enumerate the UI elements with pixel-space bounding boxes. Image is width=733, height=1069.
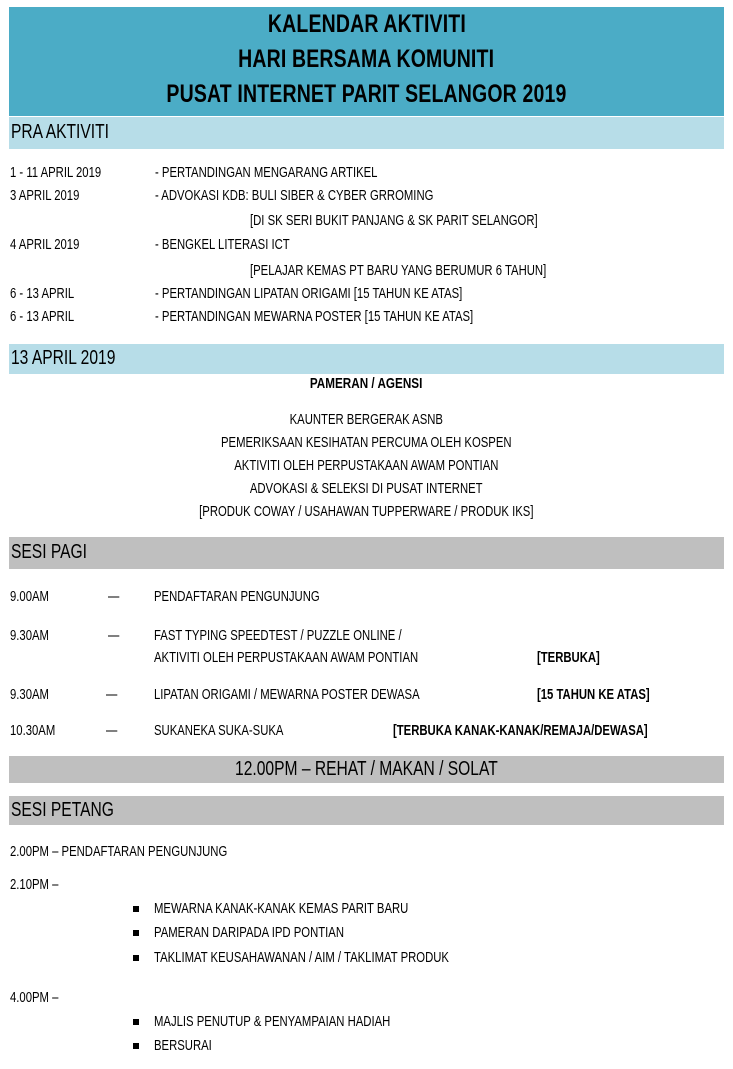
petang-registration: 2.00PM – PENDAFTARAN PENGUNJUNG (10, 844, 228, 860)
petang-item: BERSURAI (154, 1038, 212, 1054)
pameran-item: PEMERIKSAAN KESIHATAN PERCUMA OLEH KOSPEN (221, 435, 512, 451)
pagi-desc: SUKANEKA SUKA-SUKA (154, 723, 284, 739)
main-day-bar (9, 344, 724, 374)
rehat-bar (9, 756, 724, 783)
pameran-item: AKTIVITI OLEH PERPUSTAKAAN AWAM PONTIAN (234, 458, 499, 474)
title-line-3: PUSAT INTERNET PARIT SELANGOR 2019 (166, 80, 567, 108)
petang-time: 2.10PM – (10, 877, 59, 893)
pameran-heading: PAMERAN / AGENSI (310, 375, 423, 392)
pagi-dash: — (108, 628, 120, 644)
pra-item-note: [DI SK SERI BUKIT PANJANG & SK PARIT SELANGOR] (250, 213, 538, 229)
bullet-icon (133, 930, 139, 936)
petang-item: MAJLIS PENUTUP & PENYAMPAIAN HADIAH (154, 1014, 391, 1030)
pagi-dash: — (108, 589, 120, 605)
pra-item-desc: - ADVOKASI KDB: BULI SIBER & CYBER GRROMING (155, 188, 434, 204)
pameran-item: KAUNTER BERGERAK ASNB (289, 412, 444, 428)
pra-item-desc: - BENGKEL LITERASI ICT (155, 237, 290, 253)
pra-aktiviti-heading: PRA AKTIVITI (11, 121, 109, 143)
title-line-1: KALENDAR AKTIVITI (267, 10, 466, 38)
bullet-icon (133, 906, 139, 912)
bullet-icon (133, 1043, 139, 1049)
petang-item: MEWARNA KANAK-KANAK KEMAS PARIT BARU (154, 901, 409, 917)
pagi-time: 9.30AM (10, 628, 49, 644)
pagi-desc: FAST TYPING SPEEDTEST / PUZZLE ONLINE / (154, 628, 402, 644)
pagi-dash: — (106, 687, 118, 703)
sesi-pagi-heading: SESI PAGI (11, 541, 88, 563)
pagi-desc: PENDAFTARAN PENGUNJUNG (154, 589, 320, 605)
petang-item: TAKLIMAT KEUSAHAWANAN / AIM / TAKLIMAT PRODUK (154, 950, 449, 966)
pra-item-date: 1 - 11 APRIL 2019 (10, 165, 102, 181)
pra-item-note: [PELAJAR KEMAS PT BARU YANG BERUMUR 6 TAHUN] (250, 263, 547, 279)
pagi-tag: [TERBUKA] (537, 650, 600, 666)
pagi-time: 9.30AM (10, 687, 49, 703)
petang-time: 4.00PM – (10, 990, 59, 1006)
pagi-time: 9.00AM (10, 589, 49, 605)
sesi-pagi-bar (9, 537, 724, 569)
title-line-2: HARI BERSAMA KOMUNITI (238, 45, 495, 73)
pra-item-desc: - PERTANDINGAN MEWARNA POSTER [15 TAHUN KE ATAS] (155, 309, 474, 325)
sesi-petang-heading: SESI PETANG (11, 799, 114, 821)
pameran-item: ADVOKASI & SELEKSI DI PUSAT INTERNET (250, 481, 483, 497)
main-day-heading: 13 APRIL 2019 (11, 347, 116, 369)
pagi-time: 10.30AM (10, 723, 56, 739)
sesi-petang-bar (9, 796, 724, 825)
pagi-desc: LIPATAN ORIGAMI / MEWARNA POSTER DEWASA (154, 687, 420, 703)
petang-item: PAMERAN DARIPADA IPD PONTIAN (154, 925, 345, 941)
pagi-tag: [15 TAHUN KE ATAS] (537, 687, 650, 703)
pra-aktiviti-bar (9, 117, 724, 149)
pra-item-date: 6 - 13 APRIL (10, 286, 75, 302)
bullet-icon (133, 955, 139, 961)
pagi-dash: — (106, 723, 118, 739)
rehat-label: 12.00PM – REHAT / MAKAN / SOLAT (235, 758, 498, 780)
pameran-item: [PRODUK COWAY / USAHAWAN TUPPERWARE / PRODUK IKS] (199, 504, 534, 520)
pagi-tag: [TERBUKA KANAK-KANAK/REMAJA/DEWASA] (393, 723, 648, 739)
pra-item-date: 6 - 13 APRIL (10, 309, 75, 325)
pagi-desc-line2: AKTIVITI OLEH PERPUSTAKAAN AWAM PONTIAN (154, 650, 419, 666)
title-banner (9, 7, 724, 116)
pra-item-desc: - PERTANDINGAN MENGARANG ARTIKEL (155, 165, 378, 181)
pra-item-desc: - PERTANDINGAN LIPATAN ORIGAMI [15 TAHUN KE ATAS] (155, 286, 463, 302)
pra-item-date: 4 APRIL 2019 (10, 237, 80, 253)
pra-item-date: 3 APRIL 2019 (10, 188, 80, 204)
bullet-icon (133, 1019, 139, 1025)
